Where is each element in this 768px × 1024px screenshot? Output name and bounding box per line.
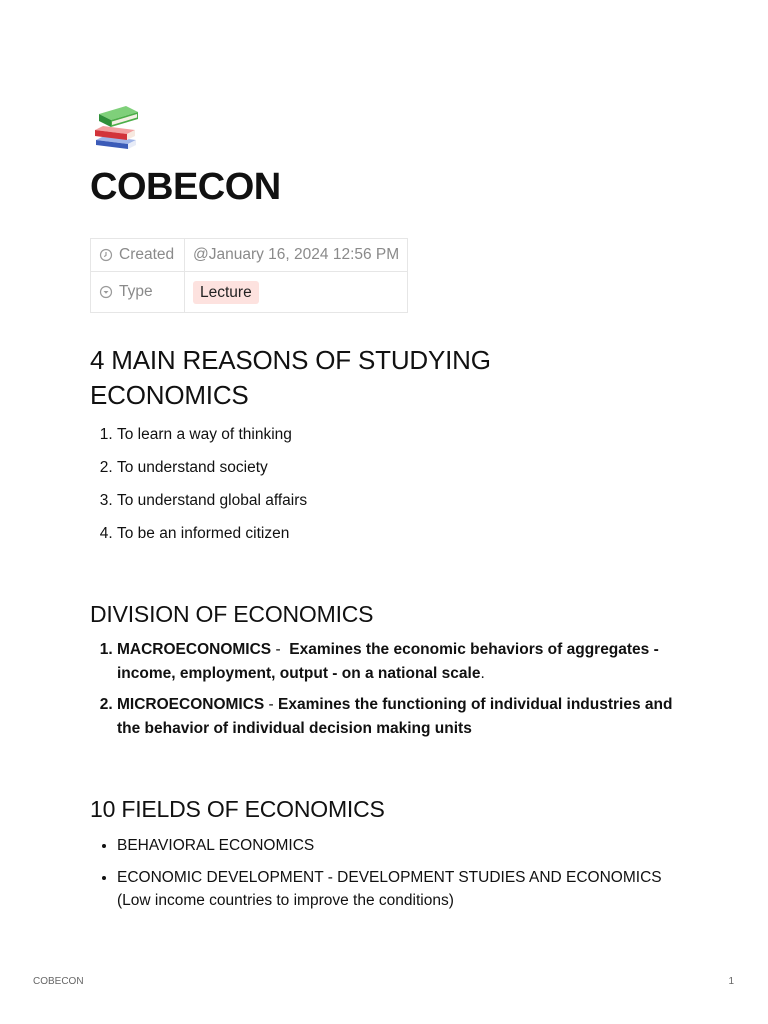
heading-line: ECONOMICS xyxy=(90,380,249,410)
list-item xyxy=(117,634,680,689)
type-tag[interactable]: Lecture xyxy=(193,281,259,304)
property-key-label: Created xyxy=(119,246,175,263)
trailing-period: . xyxy=(480,664,485,682)
page-title: COBECON xyxy=(90,166,281,208)
reasons-list xyxy=(90,419,680,551)
field-name: BEHAVIORAL ECONOMICS xyxy=(117,837,315,854)
property-row-type xyxy=(91,272,408,313)
section-heading-reasons xyxy=(90,343,680,413)
list-item: 4. To be an informed citizen xyxy=(117,518,680,551)
heading-line: 4 MAIN REASONS OF STUDYING xyxy=(90,345,491,375)
list-item xyxy=(117,689,680,744)
property-key-created[interactable] xyxy=(91,239,185,272)
property-value-created[interactable]: @January 16, 2024 12:56 PM xyxy=(185,239,408,272)
select-icon xyxy=(99,285,113,299)
field-name: ECONOMIC DEVELOPMENT - DEVELOPMENT STUDIES AND ECONOMICS xyxy=(117,868,662,886)
footer-title: COBECON xyxy=(33,976,84,987)
section-heading-fields: 10 FIELDS OF ECONOMICS xyxy=(90,796,385,822)
clock-icon xyxy=(99,248,113,262)
division-list xyxy=(90,634,680,744)
properties-table xyxy=(90,238,408,313)
list-item: 2. To understand society xyxy=(117,452,680,485)
page-number: 1 xyxy=(728,976,734,987)
property-value-type[interactable] xyxy=(185,272,408,313)
term-description: Examines the economic behaviors of aggregates - income, employment, output - on a national scale xyxy=(117,641,659,682)
term: MICROECONOMICS xyxy=(117,696,265,713)
books-icon xyxy=(90,100,142,152)
separator: - xyxy=(264,696,279,713)
list-item xyxy=(117,862,680,917)
page-content xyxy=(90,100,680,917)
property-key-type[interactable] xyxy=(91,272,185,313)
property-key-label: Type xyxy=(119,283,153,300)
property-row-created xyxy=(91,239,408,272)
list-item xyxy=(117,830,680,862)
term: MACROECONOMICS xyxy=(117,641,272,658)
section-heading-division: DIVISION OF ECONOMICS xyxy=(90,601,374,627)
separator: - xyxy=(271,641,290,658)
fields-list xyxy=(90,830,680,917)
field-note: (Low income countries to improve the conditions) xyxy=(117,892,454,909)
list-item: 3. To understand global affairs xyxy=(117,485,680,518)
term-description: Examines the functioning of individual industries and the behavior of individual decision making units xyxy=(117,696,673,737)
list-item: 1. To learn a way of thinking xyxy=(117,419,680,452)
